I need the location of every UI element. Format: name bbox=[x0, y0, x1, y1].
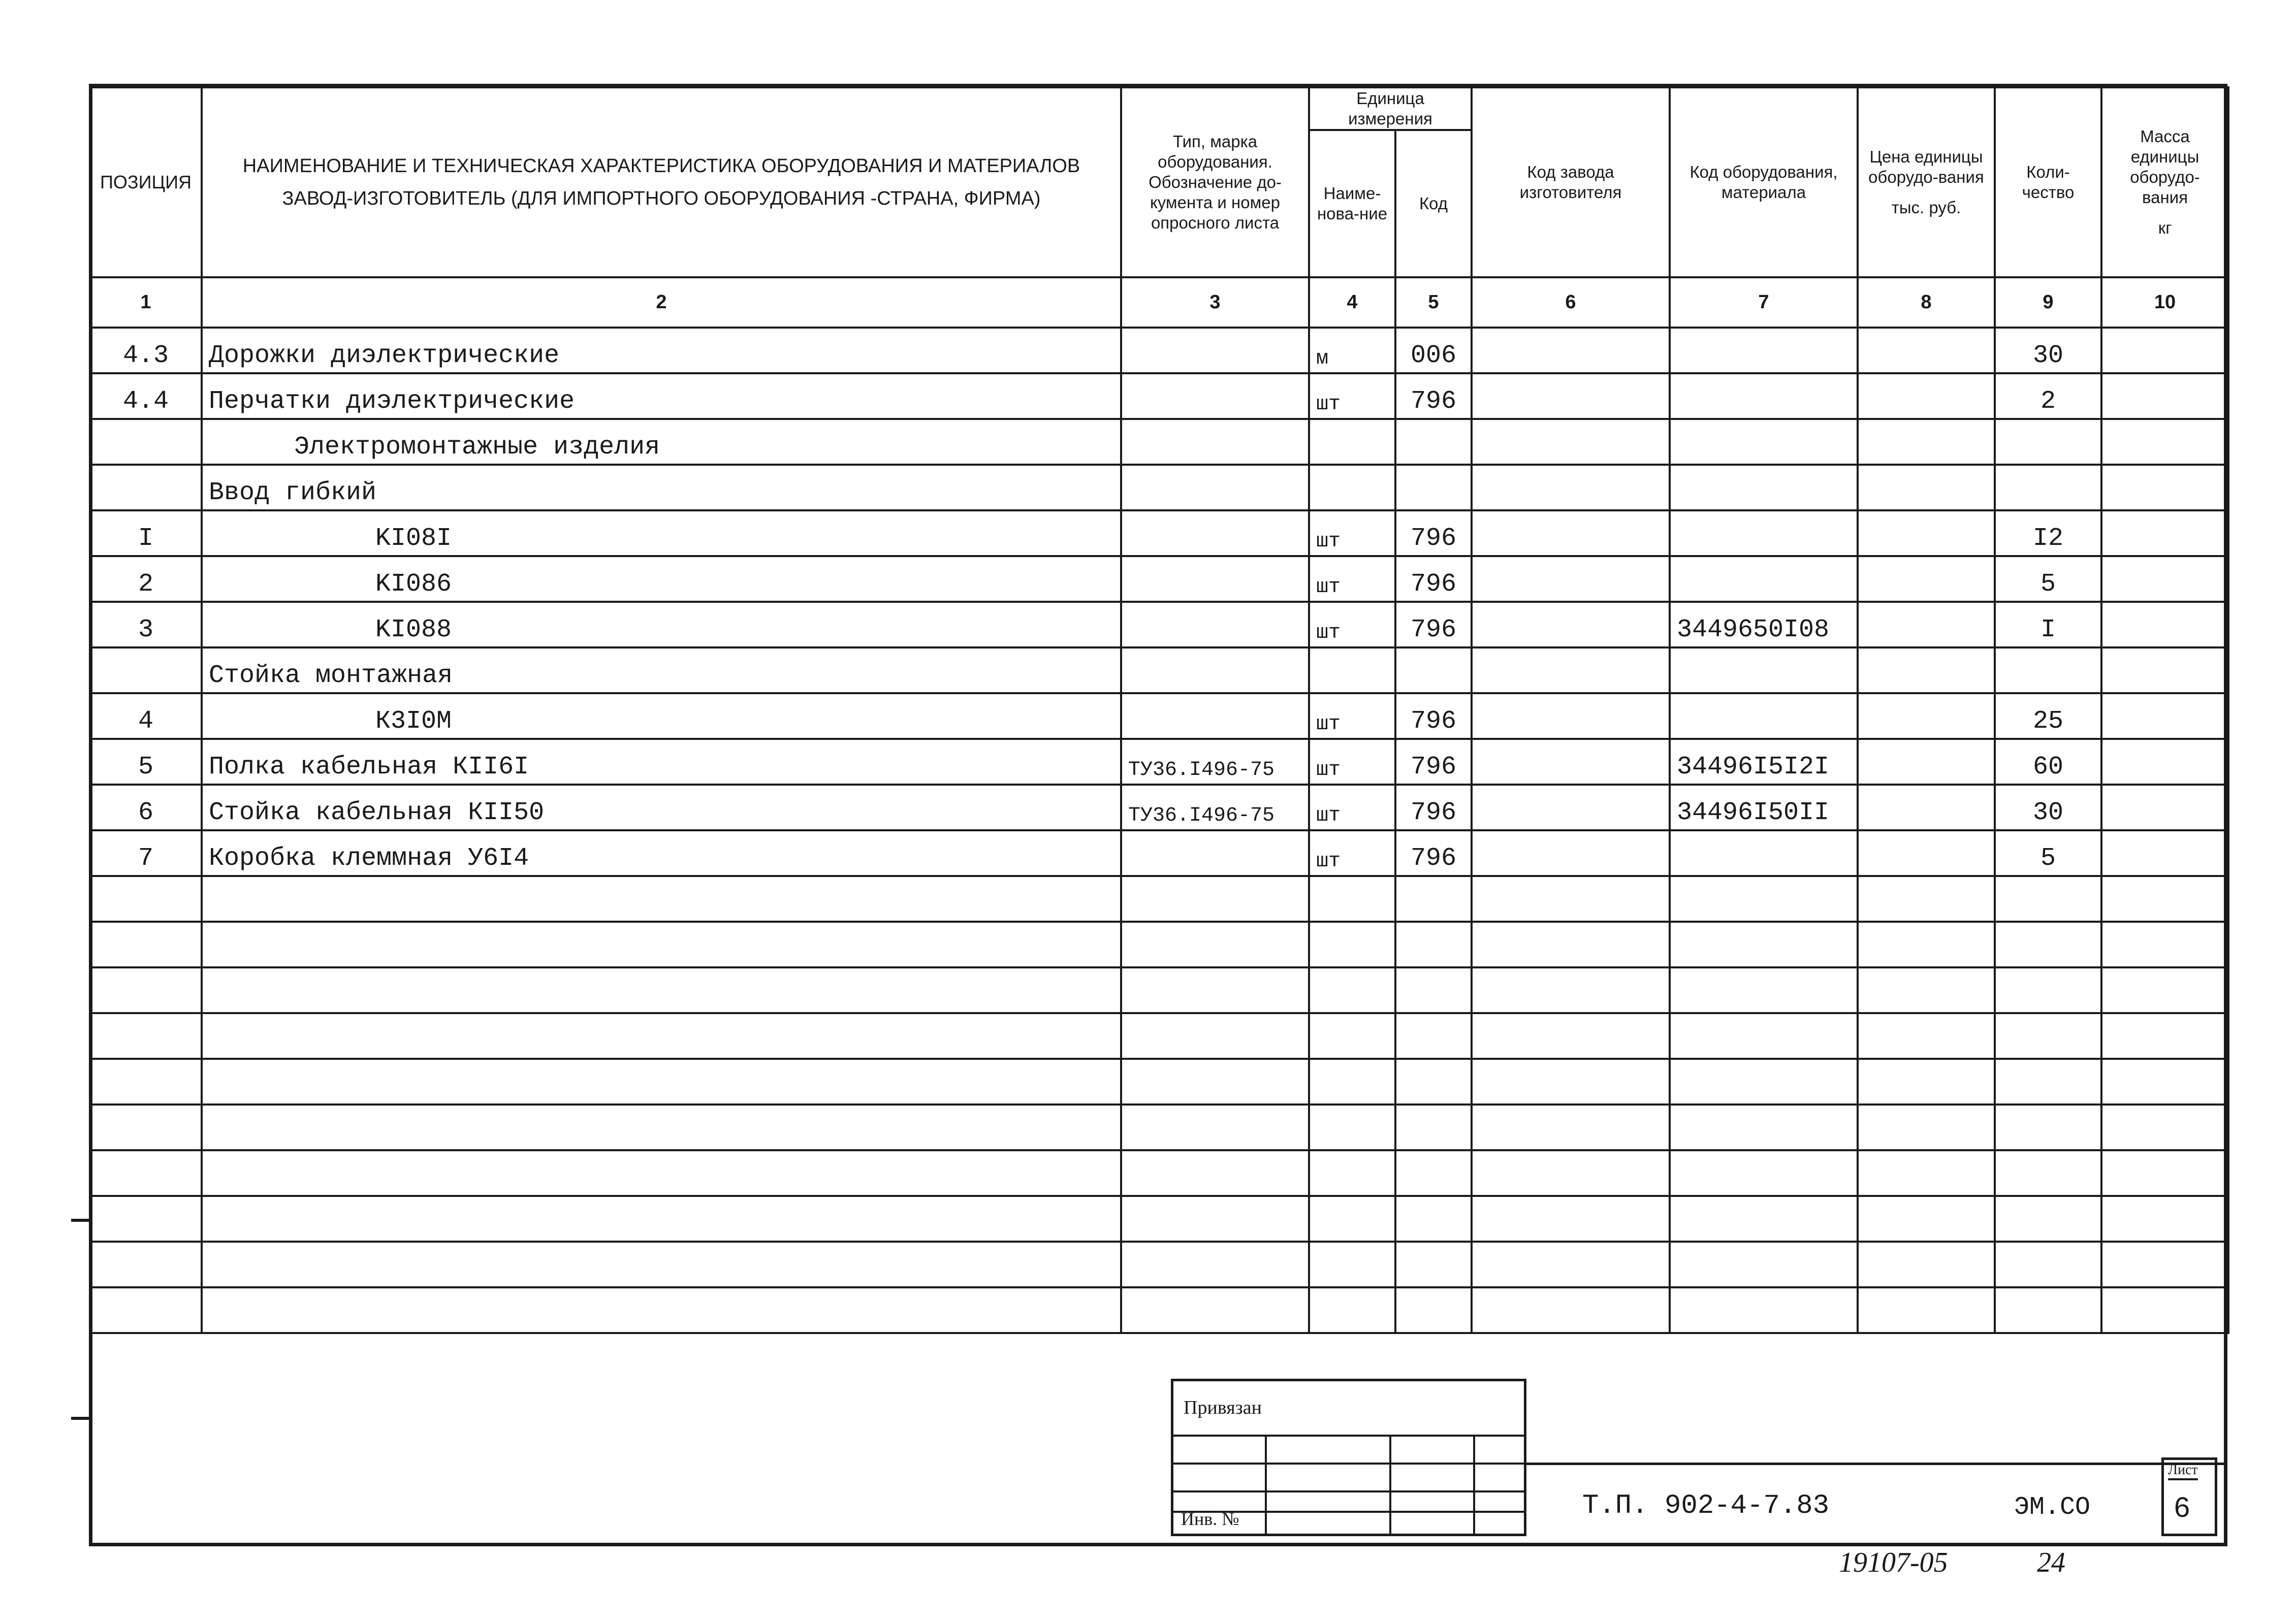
empty-cell bbox=[202, 1059, 1121, 1105]
quantity-cell: 25 bbox=[1995, 693, 2101, 739]
column-number: 9 bbox=[1995, 277, 2101, 328]
empty-cell bbox=[2101, 1059, 2228, 1105]
project-code: Т.П. 902-4-7.83 bbox=[1582, 1490, 1830, 1521]
empty-cell bbox=[1995, 967, 2101, 1013]
empty-cell bbox=[1472, 1150, 1670, 1196]
factory-code-cell bbox=[1472, 419, 1670, 465]
stamp-line bbox=[1173, 1490, 1524, 1492]
bound-label: Привязан bbox=[1184, 1397, 1262, 1418]
specification-table bbox=[89, 86, 2229, 1334]
empty-cell bbox=[90, 1150, 202, 1196]
column-number: 2 bbox=[202, 277, 1121, 328]
factory-code-cell bbox=[1472, 602, 1670, 647]
empty-cell bbox=[2101, 967, 2228, 1013]
header-mass bbox=[2101, 87, 2228, 277]
empty-cell bbox=[1121, 876, 1309, 922]
mass-cell bbox=[2101, 739, 2228, 785]
empty-cell bbox=[90, 1287, 202, 1333]
empty-cell bbox=[202, 876, 1121, 922]
header-material-code: Код оборудования, материала bbox=[1670, 87, 1858, 277]
empty-cell bbox=[1309, 1059, 1395, 1105]
factory-code-cell bbox=[1472, 647, 1670, 693]
empty-cell bbox=[1121, 1287, 1309, 1333]
empty-cell bbox=[1858, 1150, 1995, 1196]
table-row bbox=[90, 602, 2228, 647]
empty-cell bbox=[1670, 1059, 1858, 1105]
mass-cell bbox=[2101, 785, 2228, 830]
unit-cell: шт bbox=[1309, 373, 1395, 419]
empty-cell bbox=[1395, 1105, 1472, 1150]
empty-row bbox=[90, 1242, 2228, 1287]
empty-cell bbox=[202, 1196, 1121, 1242]
column-number: 4 bbox=[1309, 277, 1395, 328]
material-code-cell bbox=[1670, 647, 1858, 693]
empty-cell bbox=[202, 1287, 1121, 1333]
sheet-number-box bbox=[2161, 1457, 2217, 1536]
type-cell bbox=[1121, 602, 1309, 647]
empty-cell bbox=[1395, 967, 1472, 1013]
quantity-cell: 30 bbox=[1995, 785, 2101, 830]
empty-row bbox=[90, 1150, 2228, 1196]
title-block bbox=[1526, 1463, 2227, 1536]
material-code-cell: 3449650I08 bbox=[1670, 602, 1858, 647]
empty-cell bbox=[2101, 876, 2228, 922]
unit-code-cell: 796 bbox=[1395, 785, 1472, 830]
unit-code-cell bbox=[1395, 465, 1472, 510]
empty-cell bbox=[1858, 1013, 1995, 1059]
name-cell: К3I0М bbox=[202, 693, 1121, 739]
empty-cell bbox=[90, 1105, 202, 1150]
empty-cell bbox=[2101, 1196, 2228, 1242]
empty-cell bbox=[90, 1013, 202, 1059]
header-price-label: Цена единицы оборудо-вания bbox=[1868, 147, 1984, 186]
mass-cell bbox=[2101, 602, 2228, 647]
type-cell bbox=[1121, 693, 1309, 739]
position-cell: 4.3 bbox=[90, 328, 202, 373]
empty-cell bbox=[1995, 1013, 2101, 1059]
empty-cell bbox=[1121, 1242, 1309, 1287]
unit-code-cell: 006 bbox=[1395, 328, 1472, 373]
table-row bbox=[90, 693, 2228, 739]
empty-cell bbox=[1670, 1196, 1858, 1242]
empty-cell bbox=[1670, 876, 1858, 922]
position-cell bbox=[90, 419, 202, 465]
price-cell bbox=[1858, 373, 1995, 419]
unit-code-cell: 796 bbox=[1395, 510, 1472, 556]
empty-cell bbox=[1395, 876, 1472, 922]
header-position: ПОЗИЦИЯ bbox=[90, 87, 202, 277]
empty-cell bbox=[1395, 1150, 1472, 1196]
type-cell bbox=[1121, 419, 1309, 465]
empty-cell bbox=[1309, 1242, 1395, 1287]
name-cell: Перчатки диэлектрические bbox=[202, 373, 1121, 419]
empty-cell bbox=[1995, 1105, 2101, 1150]
price-cell bbox=[1858, 510, 1995, 556]
column-number: 10 bbox=[2101, 277, 2228, 328]
empty-cell bbox=[1309, 1150, 1395, 1196]
column-number: 5 bbox=[1395, 277, 1472, 328]
table-body bbox=[90, 277, 2228, 1333]
empty-row bbox=[90, 922, 2228, 967]
quantity-cell: 2 bbox=[1995, 373, 2101, 419]
empty-cell bbox=[1670, 1150, 1858, 1196]
header-type: Тип, марка оборудования. Обозначение до-кумента и номер опросного листа bbox=[1121, 87, 1309, 277]
empty-cell bbox=[1670, 922, 1858, 967]
column-number: 8 bbox=[1858, 277, 1995, 328]
empty-cell bbox=[1472, 1059, 1670, 1105]
unit-code-cell: 796 bbox=[1395, 602, 1472, 647]
table-row bbox=[90, 328, 2228, 373]
empty-cell bbox=[1395, 1196, 1472, 1242]
empty-cell bbox=[90, 1196, 202, 1242]
quantity-cell: 5 bbox=[1995, 830, 2101, 876]
material-code-cell bbox=[1670, 556, 1858, 602]
unit-code-cell: 796 bbox=[1395, 556, 1472, 602]
material-code-cell: 34496I5I2I bbox=[1670, 739, 1858, 785]
empty-cell bbox=[1858, 1059, 1995, 1105]
empty-cell bbox=[1309, 1013, 1395, 1059]
empty-cell bbox=[90, 1242, 202, 1287]
empty-cell bbox=[2101, 1105, 2228, 1150]
unit-cell: шт bbox=[1309, 556, 1395, 602]
factory-code-cell bbox=[1472, 510, 1670, 556]
price-cell bbox=[1858, 693, 1995, 739]
empty-cell bbox=[90, 1059, 202, 1105]
price-cell bbox=[1858, 465, 1995, 510]
empty-cell bbox=[2101, 1242, 2228, 1287]
empty-cell bbox=[202, 922, 1121, 967]
unit-cell bbox=[1309, 647, 1395, 693]
empty-cell bbox=[1395, 1242, 1472, 1287]
type-cell bbox=[1121, 465, 1309, 510]
empty-cell bbox=[1670, 1242, 1858, 1287]
header-unit-code: Код bbox=[1395, 130, 1472, 277]
unit-code-cell: 796 bbox=[1395, 830, 1472, 876]
empty-cell bbox=[1858, 1242, 1995, 1287]
table-header bbox=[90, 87, 2228, 277]
material-code-cell bbox=[1670, 510, 1858, 556]
empty-cell bbox=[1472, 1105, 1670, 1150]
empty-cell bbox=[1858, 967, 1995, 1013]
name-cell: KI088 bbox=[202, 602, 1121, 647]
unit-code-cell bbox=[1395, 647, 1472, 693]
name-cell: KI08I bbox=[202, 510, 1121, 556]
position-cell: 6 bbox=[90, 785, 202, 830]
unit-code-cell: 796 bbox=[1395, 693, 1472, 739]
header-mass-unit: кг bbox=[2158, 218, 2172, 237]
quantity-cell: I2 bbox=[1995, 510, 2101, 556]
price-cell bbox=[1858, 419, 1995, 465]
empty-cell bbox=[90, 922, 202, 967]
material-code-cell bbox=[1670, 830, 1858, 876]
table-row bbox=[90, 419, 2228, 465]
empty-cell bbox=[1395, 1013, 1472, 1059]
name-cell: Стойка кабельная КII50 bbox=[202, 785, 1121, 830]
type-cell bbox=[1121, 328, 1309, 373]
empty-cell bbox=[1121, 922, 1309, 967]
empty-cell bbox=[1472, 1196, 1670, 1242]
empty-cell bbox=[1309, 922, 1395, 967]
empty-cell bbox=[1395, 1287, 1472, 1333]
mass-cell bbox=[2101, 373, 2228, 419]
empty-cell bbox=[1309, 1287, 1395, 1333]
position-cell: 2 bbox=[90, 556, 202, 602]
empty-cell bbox=[1472, 922, 1670, 967]
material-code-cell: 34496I50II bbox=[1670, 785, 1858, 830]
empty-cell bbox=[1309, 1105, 1395, 1150]
stamp-line bbox=[1389, 1435, 1391, 1534]
empty-cell bbox=[1995, 922, 2101, 967]
margin-tick bbox=[71, 1417, 91, 1420]
empty-cell bbox=[1472, 876, 1670, 922]
header-name-line1: НАИМЕНОВАНИЕ И ТЕХНИЧЕСКАЯ ХАРАКТЕРИСТИКА ОБОРУДОВАНИЯ И МАТЕРИАЛОВ bbox=[242, 155, 1080, 177]
empty-cell bbox=[1858, 922, 1995, 967]
material-code-cell bbox=[1670, 328, 1858, 373]
empty-cell bbox=[1995, 1242, 2101, 1287]
type-cell bbox=[1121, 373, 1309, 419]
position-cell: 4 bbox=[90, 693, 202, 739]
empty-cell bbox=[1309, 967, 1395, 1013]
stamp-line bbox=[1173, 1463, 1524, 1465]
approval-stamp bbox=[1171, 1379, 1526, 1536]
empty-cell bbox=[202, 967, 1121, 1013]
unit-cell: шт bbox=[1309, 510, 1395, 556]
type-cell bbox=[1121, 556, 1309, 602]
table-row bbox=[90, 647, 2228, 693]
table-row bbox=[90, 830, 2228, 876]
price-cell bbox=[1858, 328, 1995, 373]
column-number: 7 bbox=[1670, 277, 1858, 328]
empty-row bbox=[90, 967, 2228, 1013]
position-cell: 7 bbox=[90, 830, 202, 876]
empty-cell bbox=[1995, 1196, 2101, 1242]
material-code-cell bbox=[1670, 373, 1858, 419]
type-cell: ТУ36.I496-75 bbox=[1121, 739, 1309, 785]
quantity-cell: 60 bbox=[1995, 739, 2101, 785]
empty-cell bbox=[1995, 1287, 2101, 1333]
material-code-cell bbox=[1670, 465, 1858, 510]
mass-cell bbox=[2101, 647, 2228, 693]
empty-cell bbox=[1472, 1242, 1670, 1287]
material-code-cell bbox=[1670, 693, 1858, 739]
type-cell bbox=[1121, 510, 1309, 556]
factory-code-cell bbox=[1472, 830, 1670, 876]
mass-cell bbox=[2101, 419, 2228, 465]
empty-cell bbox=[1472, 1287, 1670, 1333]
empty-cell bbox=[1995, 1150, 2101, 1196]
column-number: 1 bbox=[90, 277, 202, 328]
empty-cell bbox=[2101, 1287, 2228, 1333]
position-cell bbox=[90, 465, 202, 510]
table-row bbox=[90, 510, 2228, 556]
type-cell: ТУ36.I496-75 bbox=[1121, 785, 1309, 830]
unit-cell: шт bbox=[1309, 602, 1395, 647]
header-quantity: Коли-чество bbox=[1995, 87, 2101, 277]
empty-cell bbox=[1858, 876, 1995, 922]
column-number-row bbox=[90, 277, 2228, 328]
margin-tick bbox=[71, 1219, 91, 1222]
name-cell: Коробка клеммная У6I4 bbox=[202, 830, 1121, 876]
quantity-cell bbox=[1995, 465, 2101, 510]
unit-cell bbox=[1309, 419, 1395, 465]
name-cell: Дорожки диэлектрические bbox=[202, 328, 1121, 373]
inventory-label: Инв. № bbox=[1181, 1509, 1239, 1529]
table-row bbox=[90, 785, 2228, 830]
price-cell bbox=[1858, 602, 1995, 647]
empty-cell bbox=[1472, 1013, 1670, 1059]
empty-cell bbox=[202, 1242, 1121, 1287]
mass-cell bbox=[2101, 465, 2228, 510]
unit-cell: шт bbox=[1309, 739, 1395, 785]
empty-cell bbox=[2101, 1013, 2228, 1059]
mass-cell bbox=[2101, 830, 2228, 876]
quantity-cell bbox=[1995, 419, 2101, 465]
header-price bbox=[1858, 87, 1995, 277]
table-row bbox=[90, 373, 2228, 419]
empty-row bbox=[90, 1105, 2228, 1150]
stamp-line bbox=[1473, 1435, 1475, 1534]
name-cell: Стойка монтажная bbox=[202, 647, 1121, 693]
empty-cell bbox=[1121, 967, 1309, 1013]
header-unit-group: Единица измерения bbox=[1309, 87, 1472, 130]
empty-cell bbox=[1121, 1013, 1309, 1059]
empty-cell bbox=[1858, 1105, 1995, 1150]
type-cell bbox=[1121, 647, 1309, 693]
header-name bbox=[202, 87, 1121, 277]
factory-code-cell bbox=[1472, 328, 1670, 373]
price-cell bbox=[1858, 785, 1995, 830]
sheet-number: 6 bbox=[2174, 1491, 2190, 1523]
unit-code-cell: 796 bbox=[1395, 373, 1472, 419]
header-unit-name: Наиме-нова-ние bbox=[1309, 130, 1395, 277]
header-mass-label: Масса единицы оборудо-вания bbox=[2130, 127, 2200, 207]
quantity-cell: I bbox=[1995, 602, 2101, 647]
mass-cell bbox=[2101, 328, 2228, 373]
quantity-cell: 30 bbox=[1995, 328, 2101, 373]
unit-cell: шт bbox=[1309, 693, 1395, 739]
page-number: 24 bbox=[2037, 1547, 2065, 1578]
document-mark: ЭМ.СО bbox=[2014, 1493, 2091, 1522]
table-row bbox=[90, 556, 2228, 602]
type-cell bbox=[1121, 830, 1309, 876]
factory-code-cell bbox=[1472, 739, 1670, 785]
position-cell: 3 bbox=[90, 602, 202, 647]
empty-cell bbox=[1670, 1013, 1858, 1059]
empty-cell bbox=[202, 1013, 1121, 1059]
empty-row bbox=[90, 1059, 2228, 1105]
empty-cell bbox=[1472, 967, 1670, 1013]
archive-number: 19107-05 bbox=[1839, 1547, 1948, 1578]
quantity-cell: 5 bbox=[1995, 556, 2101, 602]
name-cell: Ввод гибкий bbox=[202, 465, 1121, 510]
empty-cell bbox=[1121, 1150, 1309, 1196]
empty-cell bbox=[202, 1105, 1121, 1150]
unit-cell: шт bbox=[1309, 830, 1395, 876]
empty-row bbox=[90, 1287, 2228, 1333]
empty-cell bbox=[1395, 1059, 1472, 1105]
empty-row bbox=[90, 876, 2228, 922]
header-name-line2: ЗАВОД-ИЗГОТОВИТЕЛЬ (ДЛЯ ИМПОРТНОГО ОБОРУДОВАНИЯ -СТРАНА, ФИРМА) bbox=[282, 188, 1041, 209]
mass-cell bbox=[2101, 556, 2228, 602]
empty-cell bbox=[1670, 1287, 1858, 1333]
factory-code-cell bbox=[1472, 373, 1670, 419]
empty-cell bbox=[1995, 1059, 2101, 1105]
empty-cell bbox=[1670, 967, 1858, 1013]
unit-cell: шт bbox=[1309, 785, 1395, 830]
empty-cell bbox=[90, 876, 202, 922]
empty-cell bbox=[2101, 1150, 2228, 1196]
unit-cell: м bbox=[1309, 328, 1395, 373]
table-row bbox=[90, 739, 2228, 785]
empty-cell bbox=[1395, 922, 1472, 967]
name-cell: KI086 bbox=[202, 556, 1121, 602]
empty-cell bbox=[1858, 1196, 1995, 1242]
unit-code-cell bbox=[1395, 419, 1472, 465]
mass-cell bbox=[2101, 510, 2228, 556]
stamp-line bbox=[1173, 1435, 1524, 1437]
mass-cell bbox=[2101, 693, 2228, 739]
column-number: 3 bbox=[1121, 277, 1309, 328]
unit-cell bbox=[1309, 465, 1395, 510]
header-price-unit: тыс. руб. bbox=[1891, 198, 1961, 217]
factory-code-cell bbox=[1472, 465, 1670, 510]
table-row bbox=[90, 465, 2228, 510]
name-cell: Полка кабельная КII6I bbox=[202, 739, 1121, 785]
empty-row bbox=[90, 1196, 2228, 1242]
price-cell bbox=[1858, 830, 1995, 876]
stamp-line bbox=[1265, 1435, 1267, 1534]
factory-code-cell bbox=[1472, 693, 1670, 739]
material-code-cell bbox=[1670, 419, 1858, 465]
empty-cell bbox=[1121, 1059, 1309, 1105]
quantity-cell bbox=[1995, 647, 2101, 693]
empty-cell bbox=[1858, 1287, 1995, 1333]
position-cell bbox=[90, 647, 202, 693]
column-number: 6 bbox=[1472, 277, 1670, 328]
empty-cell bbox=[90, 967, 202, 1013]
header-factory-code: Код завода изготовителя bbox=[1472, 87, 1670, 277]
empty-cell bbox=[2101, 922, 2228, 967]
name-cell: Электромонтажные изделия bbox=[202, 419, 1121, 465]
empty-cell bbox=[202, 1150, 1121, 1196]
unit-code-cell: 796 bbox=[1395, 739, 1472, 785]
empty-row bbox=[90, 1013, 2228, 1059]
empty-cell bbox=[1309, 1196, 1395, 1242]
factory-code-cell bbox=[1472, 556, 1670, 602]
empty-cell bbox=[1670, 1105, 1858, 1150]
position-cell: 5 bbox=[90, 739, 202, 785]
position-cell: I bbox=[90, 510, 202, 556]
price-cell bbox=[1858, 647, 1995, 693]
empty-cell bbox=[1121, 1196, 1309, 1242]
position-cell: 4.4 bbox=[90, 373, 202, 419]
empty-cell bbox=[1995, 876, 2101, 922]
empty-cell bbox=[1309, 876, 1395, 922]
price-cell bbox=[1858, 556, 1995, 602]
factory-code-cell bbox=[1472, 785, 1670, 830]
price-cell bbox=[1858, 739, 1995, 785]
sheet-label: Лист bbox=[2168, 1462, 2198, 1480]
empty-cell bbox=[1121, 1105, 1309, 1150]
